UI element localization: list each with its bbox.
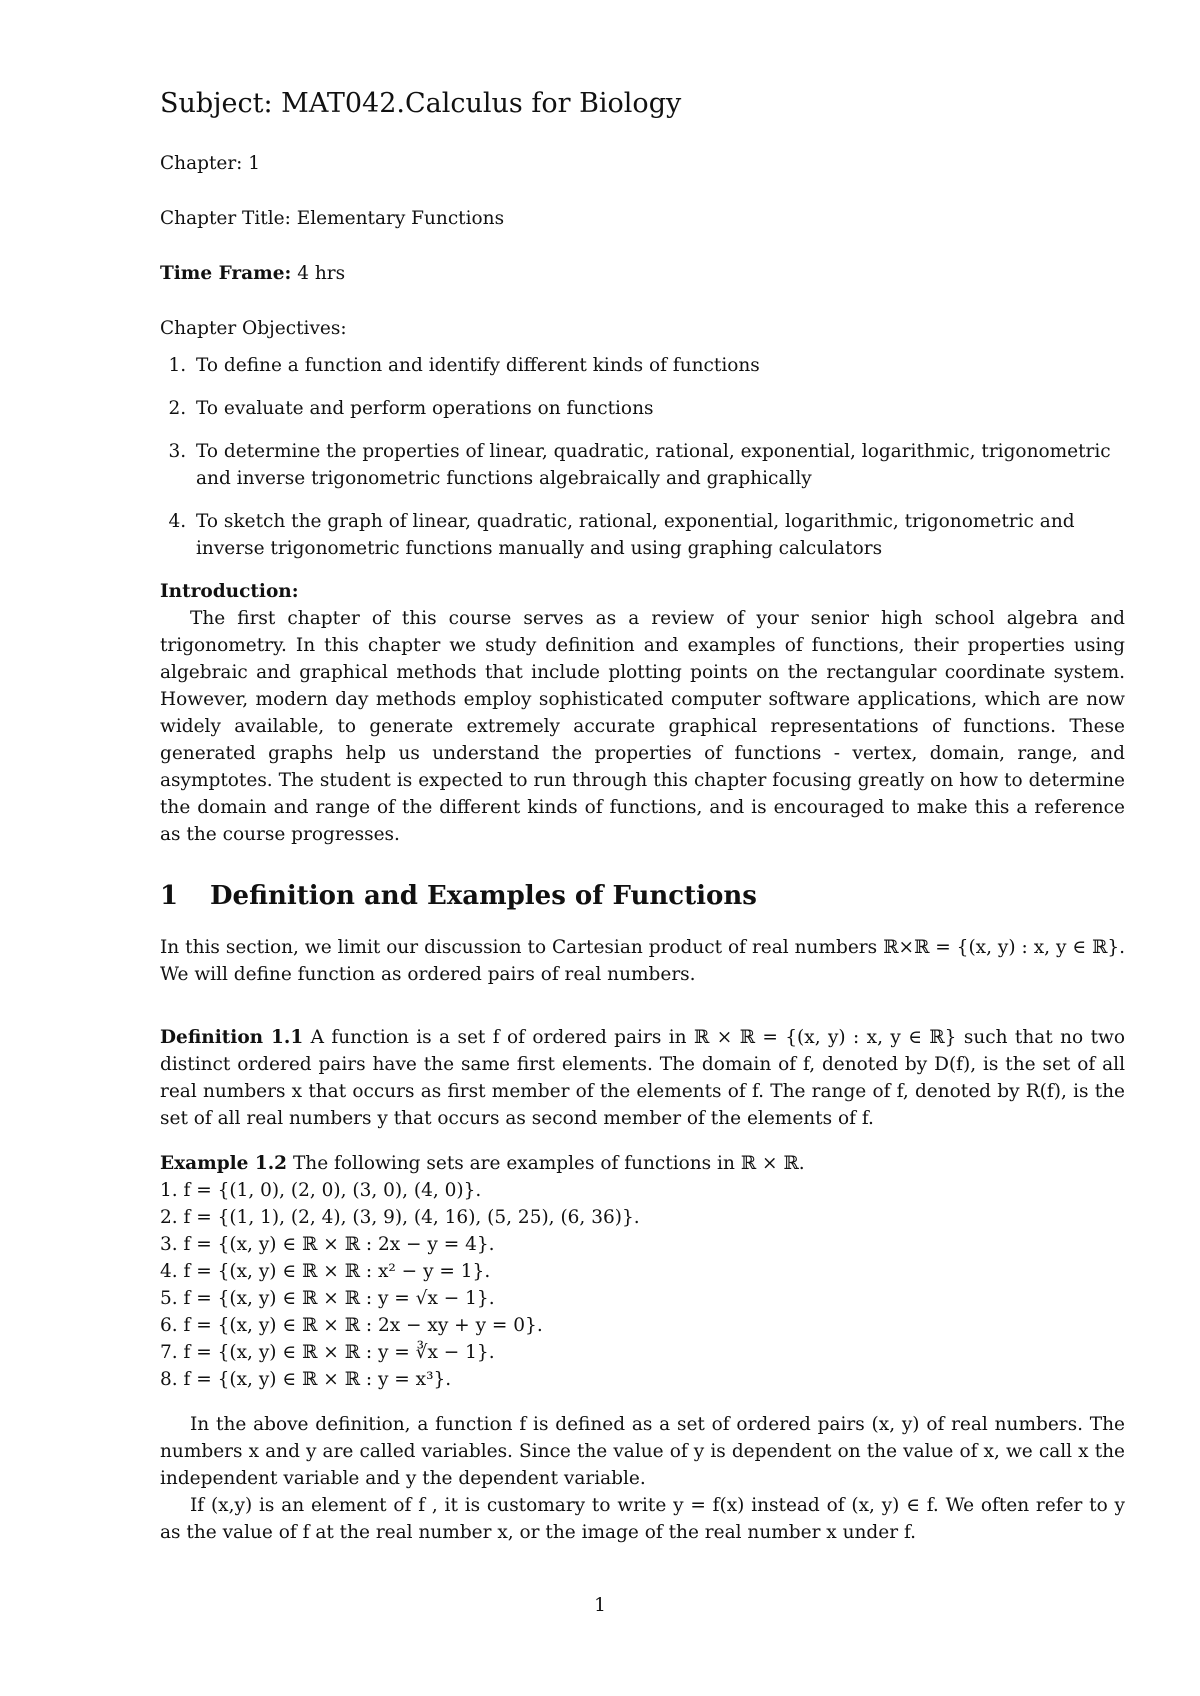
introduction-heading: Introduction:: [160, 581, 299, 602]
subject-heading: Subject: MAT042.Calculus for Biology: [160, 88, 682, 119]
section-lead-paragraph: In this section, we limit our discussion to Cartesian product of real numbers ℝ×ℝ = {(x, y) : x, y ∈ ℝ}. We will define function as ordered pairs of real numbers.: [160, 937, 1125, 985]
section-title: Definition and Examples of Functions: [210, 881, 757, 911]
section-heading: [160, 878, 1125, 914]
example-item: 3. f = {(x, y) ∈ ℝ × ℝ : 2x − y = 4}.: [160, 1234, 495, 1255]
definition-label: Definition 1.1: [160, 1027, 304, 1048]
example-list: [160, 1177, 1125, 1393]
example-item: 7. f = {(x, y) ∈ ℝ × ℝ : y = ∛x − 1}.: [160, 1342, 495, 1363]
example-label: Example 1.2: [160, 1153, 288, 1174]
page-body: [160, 84, 1125, 1546]
objectives-list: [160, 352, 1125, 562]
example-item: 6. f = {(x, y) ∈ ℝ × ℝ : 2x − xy + y = 0}.: [160, 1315, 543, 1336]
time-frame-line: [160, 260, 1125, 287]
definition-block: [160, 1024, 1125, 1132]
section-number: 1: [160, 881, 179, 911]
objective-item: 2. To evaluate and perform operations on functions: [192, 395, 1125, 422]
example-header: [160, 1150, 1125, 1177]
example-item: 5. f = {(x, y) ∈ ℝ × ℝ : y = √x − 1}.: [160, 1288, 495, 1309]
variables-paragraph: In the above definition, a function f is defined as a set of ordered pairs (x, y) of real numbers. The numbers x and y are called variables. Since the value of y is dependent on the value of x, we call x the independent variable and y the dependent variable.: [160, 1414, 1125, 1489]
objective-item: 3. To determine the properties of linear, quadratic, rational, exponential, logarithmic, trigonometric and inverse trigonometric functions algebraically and graphically: [192, 438, 1125, 492]
example-item: 4. f = {(x, y) ∈ ℝ × ℝ : x² − y = 1}.: [160, 1261, 491, 1282]
introduction-paragraph: The first chapter of this course serves as a review of your senior high school algebra and trigonometry. In this chapter we study definition and examples of functions, their properties using algebraic and graphical methods that include plotting points on the rectangular coordinate system. However, modern day methods employ sophisticated computer software applications, which are now widely available, to generate extremely accurate graphical representations of functions. These generated graphs help us understand the properties of functions - vertex, domain, range, and asymptotes. The student is expected to run through this chapter focusing greatly on how to determine the domain and range of the different kinds of functions, and is encouraged to make this a reference as the course progresses.: [160, 608, 1125, 845]
example-item: 1. f = {(1, 0), (2, 0), (3, 0), (4, 0)}.: [160, 1180, 482, 1201]
chapter-line: [160, 150, 1125, 177]
chapter-title-value: Elementary Functions: [296, 208, 505, 229]
example-item: 2. f = {(1, 1), (2, 4), (3, 9), (4, 16), (5, 25), (6, 36)}.: [160, 1207, 640, 1228]
time-frame-value: 4 hrs: [297, 263, 346, 284]
chapter-value: 1: [248, 153, 261, 174]
example-item: 8. f = {(x, y) ∈ ℝ × ℝ : y = x³}.: [160, 1369, 452, 1390]
objective-item: 4. To sketch the graph of linear, quadratic, rational, exponential, logarithmic, trigonometric and inverse trigonometric functions manually and using graphing calculators: [192, 508, 1125, 562]
notation-paragraph: If (x,y) is an element of f , it is customary to write y = f(x) instead of (x, y) ∈ f. We often refer to y as the value of f at the real number x, or the image of the real number x under f.: [160, 1495, 1125, 1543]
definition-text: A function is a set f of ordered pairs in ℝ × ℝ = {(x, y) : x, y ∈ ℝ} such that no two distinct ordered pairs have the same first elements. The domain of f, denoted by D(f), is the set of all real numbers x that occurs as first member of the elements of f. The range of f, denoted by R(f), is the set of all real numbers y that occurs as second member of the elements of f.: [160, 1027, 1125, 1129]
chapter-label: Chapter:: [160, 153, 243, 174]
objectives-heading: Chapter Objectives:: [160, 318, 347, 339]
objective-item: 1. To define a function and identify different kinds of functions: [192, 352, 1125, 379]
time-frame-label: Time Frame:: [160, 263, 292, 284]
chapter-title-line: [160, 205, 1125, 232]
example-text: The following sets are examples of functions in ℝ × ℝ.: [292, 1153, 805, 1174]
page-number: 1: [594, 1595, 606, 1616]
chapter-title-label: Chapter Title:: [160, 208, 291, 229]
